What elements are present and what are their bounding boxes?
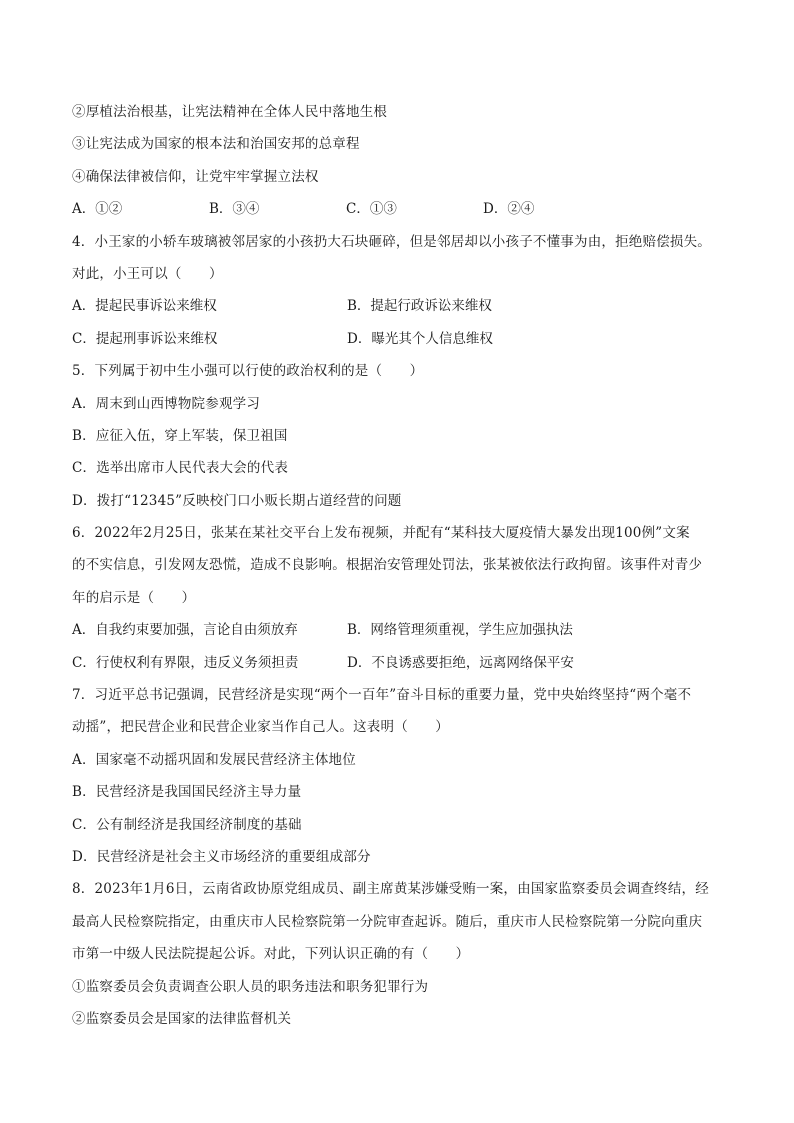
q7-option-d: D．民营经济是社会主义市场经济的重要组成部分 [72, 848, 371, 865]
q4-option-d: D．曝光其个人信息维权 [347, 330, 493, 347]
q3-options [72, 193, 732, 225]
q7-option-b: B．民营经济是我国国民经济主导力量 [72, 784, 302, 801]
q6-stem-line-3: 年的启示是（ ） [72, 589, 196, 606]
q4-stem-line-2: 对此，小王可以（ ） [72, 265, 223, 282]
q6-option-c: C．行使权利有界限，违反义务须担责 [72, 654, 299, 671]
q5-option-d: D．拨打“12345”反映校门口小贩长期占道经营的问题 [72, 492, 402, 509]
q3-option-b: B．③④ [209, 201, 260, 218]
q4-option-a: A．提起民事诉讼来维权 [72, 298, 217, 315]
q7-option-c: C．公有制经济是我国经济制度的基础 [72, 816, 302, 833]
q4-stem-line-1: 4．小王家的小轿车玻璃被邻居家的小孩扔大石块砸碎，但是邻居却以小孩子不懂事为由，拒绝赔偿损失。 [72, 233, 711, 250]
q4-options-row-2 [72, 323, 732, 355]
q8-stem-line-1: 8．2023年1月6日，云南省政协原党组成员、副主席黄某涉嫌受贿一案，由国家监察委员会调查终结，经 [72, 881, 709, 898]
q4-option-b: B．提起行政诉讼来维权 [347, 298, 492, 315]
q3-statement-3: ③让宪法成为国家的根本法和治国安邦的总章程 [72, 136, 360, 153]
q7-stem-line-2: 动摇”，把民营企业和民营企业家当作自己人。这表明（ ） [72, 719, 450, 736]
q4-option-c: C．提起刑事诉讼来维权 [72, 330, 218, 347]
q3-option-d: D．②④ [483, 201, 535, 218]
q5-option-b: B．应征入伍，穿上军装，保卫祖国 [72, 427, 288, 444]
q6-option-a: A．自我约束要加强，言论自由须放弃 [72, 622, 298, 639]
q8-stem-line-3: 市第一中级人民法院提起公诉。对此，下列认识正确的有（ ） [72, 946, 470, 963]
q3-option-a: A．①② [72, 201, 123, 218]
q5-stem: 5．下列属于初中生小强可以行使的政治权利的是（ ） [72, 363, 424, 380]
q5-option-a: A．周末到山西博物院参观学习 [72, 395, 261, 412]
q7-stem-line-1: 7．习近平总书记强调，民营经济是实现“两个一百年”奋斗目标的重要力量，党中央始终坚持“两个毫不 [72, 687, 692, 704]
q3-statement-4: ④确保法律被信仰，让党牢牢掌握立法权 [72, 168, 319, 185]
q5-option-c: C．选举出席市人民代表大会的代表 [72, 460, 289, 477]
q6-option-d: D．不良诱惑要拒绝，远离网络保平安 [347, 654, 574, 671]
q3-option-c: C．①③ [346, 201, 397, 218]
q6-stem-line-2: 的不实信息，引发网友恐慌，造成不良影响。根据治安管理处罚法，张某被依法行政拘留。该事件对青少 [72, 557, 703, 574]
q8-stem-line-2: 最高人民检察院指定，由重庆市人民检察院第一分院审查起诉。随后，重庆市人民检察院第一分院向重庆 [72, 913, 703, 930]
q6-stem-line-1: 6．2022年2月25日，张某在某社交平台上发布视频，并配有“某科技大厦疫情大暴发出现100例”文案 [72, 525, 690, 542]
q7-option-a: A．国家毫不动摇巩固和发展民营经济主体地位 [72, 751, 356, 768]
q3-statement-2: ②厚植法治根基，让宪法精神在全体人民中落地生根 [72, 104, 388, 120]
q6-options-row-2 [72, 647, 732, 679]
q8-statement-2: ②监察委员会是国家的法律监督机关 [72, 1010, 292, 1027]
q6-option-b: B．网络管理须重视，学生应加强执法 [347, 622, 573, 639]
q4-options-row-1 [72, 290, 732, 322]
exam-page [72, 96, 732, 1035]
q8-statement-1: ①监察委员会负责调查公职人员的职务违法和职务犯罪行为 [72, 978, 429, 995]
q6-options-row-1 [72, 614, 732, 646]
